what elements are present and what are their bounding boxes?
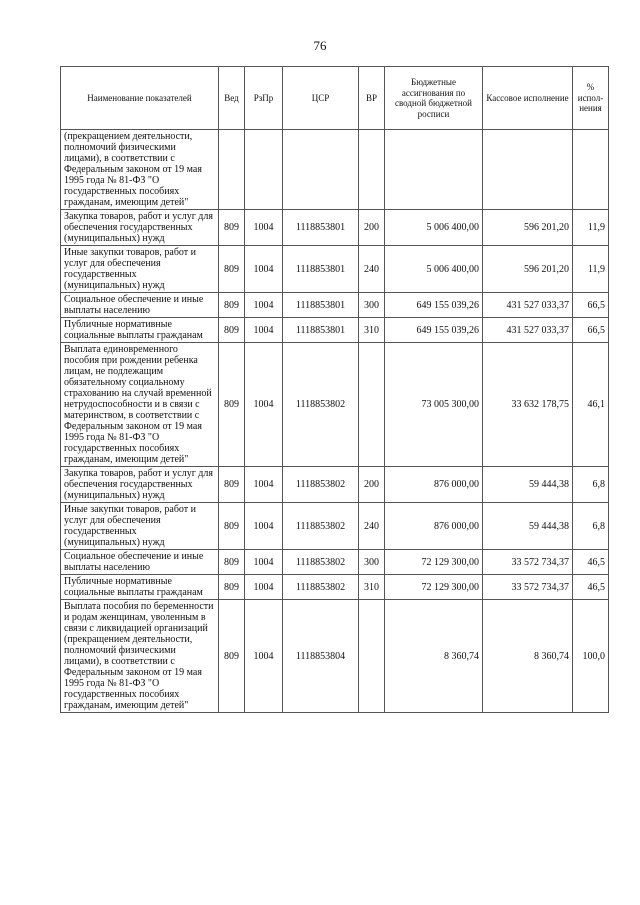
cell-name: Социальное обеспечение и иные выплаты населению [61, 293, 219, 318]
cell-rzpr: 1004 [245, 550, 283, 575]
cell-name: Выплата единовременного пособия при рождении ребенка лицам, не подлежащим обязательному социальному страхованию на случай временной нетрудоспособности и в связи с материнством, в соответствии с Федеральным законом от 19 мая 1995 года № 81-ФЗ "О государственных пособиях гражданам, имеющим детей" [61, 343, 219, 467]
header-vr: ВР [359, 67, 385, 130]
cell-rzpr: 1004 [245, 467, 283, 503]
table-row [61, 246, 609, 293]
cell-budget: 876 000,00 [385, 503, 483, 550]
cell-pct: 46,5 [573, 550, 609, 575]
cell-vr: 240 [359, 246, 385, 293]
header-budget-allocations: Бюджетные ассигнования по сводной бюджетной росписи [385, 67, 483, 130]
cell-name: Иные закупки товаров, работ и услуг для обеспечения государственных (муниципальных) нужд [61, 246, 219, 293]
cell-budget: 649 155 039,26 [385, 318, 483, 343]
cell-cash [483, 130, 573, 210]
cell-budget: 8 360,74 [385, 600, 483, 713]
header-ved: Вед [219, 67, 245, 130]
table-row [61, 503, 609, 550]
cell-budget: 5 006 400,00 [385, 246, 483, 293]
cell-cash: 59 444,38 [483, 467, 573, 503]
cell-name: Социальное обеспечение и иные выплаты населению [61, 550, 219, 575]
cell-pct: 11,9 [573, 246, 609, 293]
cell-rzpr: 1004 [245, 246, 283, 293]
header-rzpr: РзПр [245, 67, 283, 130]
header-csr: ЦСР [283, 67, 359, 130]
cell-budget [385, 130, 483, 210]
cell-ved: 809 [219, 343, 245, 467]
cell-csr: 1118853802 [283, 467, 359, 503]
table-row [61, 318, 609, 343]
header-indicator-name: Наименование показателей [61, 67, 219, 130]
cell-pct: 6,8 [573, 467, 609, 503]
cell-ved: 809 [219, 246, 245, 293]
cell-budget: 72 129 300,00 [385, 550, 483, 575]
cell-csr: 1118853801 [283, 318, 359, 343]
cell-pct: 11,9 [573, 210, 609, 246]
cell-rzpr: 1004 [245, 503, 283, 550]
cell-csr: 1118853801 [283, 246, 359, 293]
table-row [61, 550, 609, 575]
cell-vr: 300 [359, 550, 385, 575]
cell-name: Иные закупки товаров, работ и услуг для обеспечения государственных (муниципальных) нужд [61, 503, 219, 550]
budget-execution-table [60, 66, 609, 713]
cell-name: Закупка товаров, работ и услуг для обеспечения государственных (муниципальных) нужд [61, 210, 219, 246]
cell-cash: 33 572 734,37 [483, 575, 573, 600]
cell-cash: 59 444,38 [483, 503, 573, 550]
cell-name: Выплата пособия по беременности и родам женщинам, уволенным в связи с ликвидацией организаций (прекращением деятельности, полномочий физическими лицами), в соответствии с Федеральным законом от 19 мая 1995 года № 81-ФЗ "О государственных пособиях гражданам, имеющим детей" [61, 600, 219, 713]
cell-csr: 1118853802 [283, 503, 359, 550]
table-row [61, 293, 609, 318]
cell-csr: 1118853801 [283, 293, 359, 318]
cell-cash: 33 632 178,75 [483, 343, 573, 467]
cell-cash: 596 201,20 [483, 210, 573, 246]
table-row [61, 467, 609, 503]
cell-name: Публичные нормативные социальные выплаты гражданам [61, 575, 219, 600]
header-execution-percent: % испол-нения [573, 67, 609, 130]
cell-csr: 1118853801 [283, 210, 359, 246]
table-row [61, 210, 609, 246]
table-row [61, 343, 609, 467]
cell-ved [219, 130, 245, 210]
cell-cash: 431 527 033,37 [483, 293, 573, 318]
cell-name: Закупка товаров, работ и услуг для обеспечения государственных (муниципальных) нужд [61, 467, 219, 503]
cell-budget: 73 005 300,00 [385, 343, 483, 467]
cell-pct: 46,1 [573, 343, 609, 467]
cell-csr: 1118853802 [283, 575, 359, 600]
cell-vr: 240 [359, 503, 385, 550]
cell-rzpr: 1004 [245, 318, 283, 343]
cell-name: Публичные нормативные социальные выплаты гражданам [61, 318, 219, 343]
cell-rzpr: 1004 [245, 600, 283, 713]
cell-pct: 66,5 [573, 318, 609, 343]
cell-vr [359, 343, 385, 467]
cell-ved: 809 [219, 550, 245, 575]
cell-cash: 596 201,20 [483, 246, 573, 293]
cell-rzpr: 1004 [245, 293, 283, 318]
cell-cash: 8 360,74 [483, 600, 573, 713]
cell-cash: 33 572 734,37 [483, 550, 573, 575]
cell-cash: 431 527 033,37 [483, 318, 573, 343]
cell-pct [573, 130, 609, 210]
cell-csr [283, 130, 359, 210]
cell-ved: 809 [219, 293, 245, 318]
cell-vr: 310 [359, 575, 385, 600]
cell-name: (прекращением деятельности, полномочий физическими лицами), в соответствии с Федеральным законом от 19 мая 1995 года № 81-ФЗ "О государственных пособиях гражданам, имеющим детей" [61, 130, 219, 210]
cell-vr [359, 130, 385, 210]
cell-ved: 809 [219, 503, 245, 550]
cell-ved: 809 [219, 467, 245, 503]
cell-pct: 100,0 [573, 600, 609, 713]
cell-csr: 1118853802 [283, 550, 359, 575]
table-row [61, 575, 609, 600]
cell-vr: 200 [359, 210, 385, 246]
cell-ved: 809 [219, 318, 245, 343]
header-cash-execution: Кассовое исполнение [483, 67, 573, 130]
page-number: 76 [313, 38, 327, 53]
cell-budget: 5 006 400,00 [385, 210, 483, 246]
cell-csr: 1118853802 [283, 343, 359, 467]
cell-budget: 649 155 039,26 [385, 293, 483, 318]
cell-vr [359, 600, 385, 713]
cell-csr: 1118853804 [283, 600, 359, 713]
cell-budget: 72 129 300,00 [385, 575, 483, 600]
cell-pct: 46,5 [573, 575, 609, 600]
table-row [61, 600, 609, 713]
cell-rzpr: 1004 [245, 210, 283, 246]
cell-vr: 300 [359, 293, 385, 318]
cell-ved: 809 [219, 600, 245, 713]
cell-budget: 876 000,00 [385, 467, 483, 503]
cell-rzpr: 1004 [245, 575, 283, 600]
cell-pct: 6,8 [573, 503, 609, 550]
cell-rzpr: 1004 [245, 343, 283, 467]
table-header-row [61, 67, 609, 130]
cell-rzpr [245, 130, 283, 210]
cell-ved: 809 [219, 210, 245, 246]
cell-pct: 66,5 [573, 293, 609, 318]
cell-vr: 200 [359, 467, 385, 503]
cell-vr: 310 [359, 318, 385, 343]
table-row [61, 130, 609, 210]
cell-ved: 809 [219, 575, 245, 600]
